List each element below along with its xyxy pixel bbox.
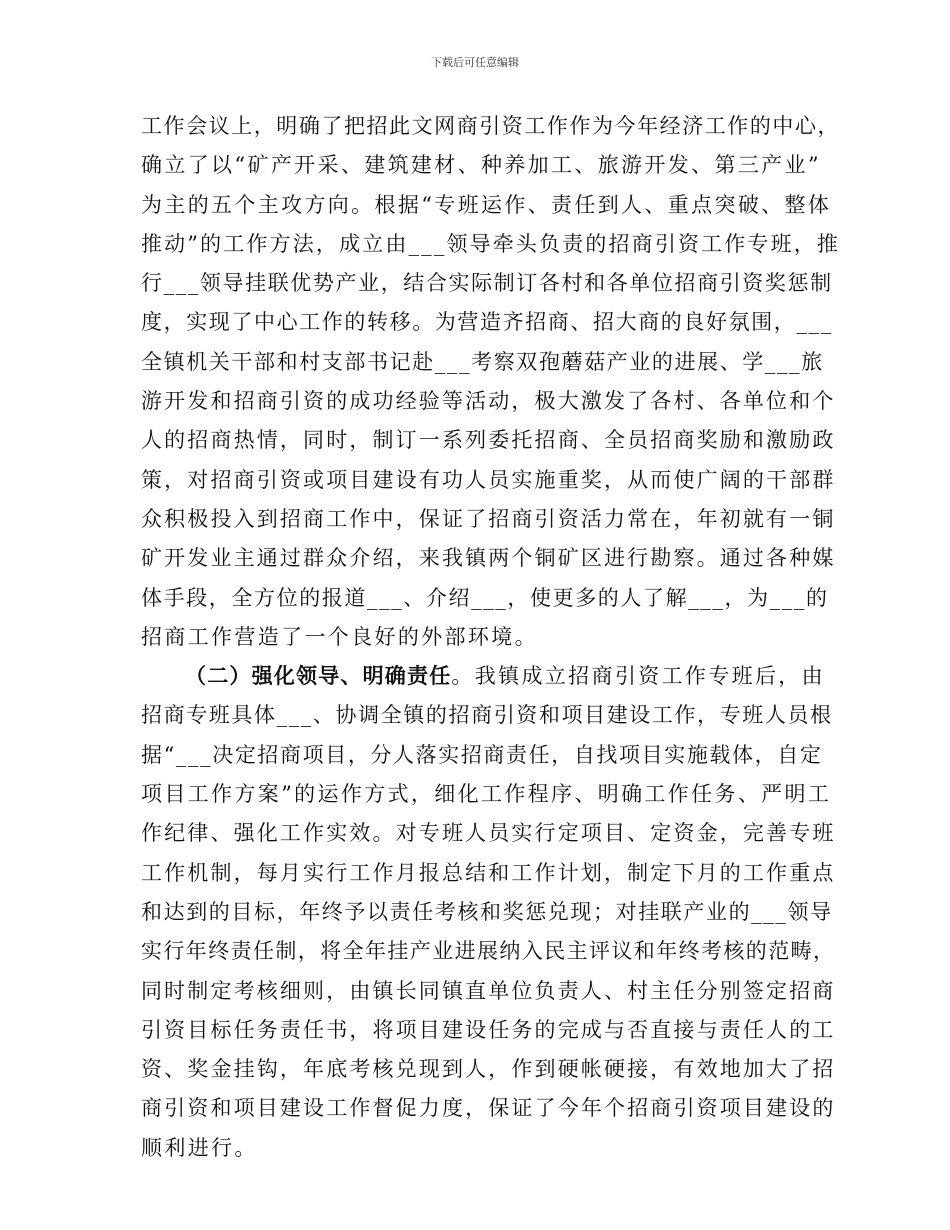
text-line: 度，实现了中心工作的转移。为营造齐招商、招大商的良好氛围，___	[141, 310, 833, 335]
text-line: 众积极投入到招商工作中，保证了招商引资活力常在，年初就有一铜	[141, 506, 836, 531]
text-line: 和达到的目标，年终予以责任考核和奖惩兑现；对挂联产业的___领导	[141, 899, 833, 924]
text-line: 顺利进行。	[141, 1135, 258, 1160]
text-line: 项目工作方案”的运作方式，细化工作程序、明确工作任务、严明工	[141, 782, 832, 807]
text-line: 为主的五个主攻方向。根据“专班运作、责任到人、重点突破、整体	[141, 192, 832, 217]
text-line: 推动”的工作方法，成立由___领导牵头负责的招商引资工作专班，推	[141, 231, 841, 256]
text-line: 工作会议上，明确了把招此文网商引资工作作为今年经济工作的中心，	[141, 114, 841, 138]
section-heading: （二）强化领导、明确责任	[185, 664, 452, 689]
text-line: 引资目标任务责任书，将项目建设任务的完成与否直接与责任人的工	[141, 1017, 836, 1042]
document-body	[141, 107, 841, 1168]
text-line: 确立了以“矿产开采、建筑建材、种养加工、旅游开发、第三产业”	[141, 153, 821, 178]
text-line: 招商工作营造了一个良好的外部环境。	[141, 624, 538, 649]
text-line: 行___领导挂联优势产业，结合实际制订各村和各单位招商引资奖惩制	[141, 271, 833, 296]
text-line: 体手段，全方位的报道___、介绍___，使更多的人了解___，为___的	[141, 585, 829, 610]
text-line: 作纪律、强化工作实效。对专班人员实行定项目、定资金，完善专班	[141, 821, 836, 846]
text-line: 人的招商热情，同时，制订一系列委托招商、全员招商奖励和激励政	[141, 428, 836, 453]
text-line: 矿开发业主通过群众介绍，来我镇两个铜矿区进行勘察。通过各种媒	[141, 546, 836, 571]
text-line: 全镇机关干部和村支部书记赴___考察双孢蘑菇产业的进展、学___旅	[141, 349, 824, 374]
text-line: 资、奖金挂钩，年底考核兑现到人，作到硬帐硬接，有效地加大了招	[141, 1057, 836, 1082]
text-line: 工作机制，每月实行工作月报总结和工作计划，制定下月的工作重点	[141, 860, 836, 885]
text-line: 招商专班具体___、协调全镇的招商引资和项目建设工作，专班人员根	[141, 703, 833, 728]
text-line: 实行年终责任制，将全年挂产业进展纳入民主评议和年终考核的范畴，	[141, 939, 836, 964]
heading-line-rest: 。我镇成立招商引资工作专班后，由	[451, 664, 826, 689]
text-line: 游开发和招商引资的成功经验等活动，极大激发了各村、各单位和个	[141, 389, 836, 414]
text-line: 商引资和项目建设工作督促力度，保证了今年个招商引资项目建设的	[141, 1096, 836, 1121]
page-header: 下载后可任意编辑	[431, 56, 519, 69]
text-line: 同时制定考核细则，由镇长同镇直单位负责人、村主任分别签定招商	[141, 978, 836, 1003]
paragraph-first-line	[141, 657, 831, 696]
paragraph-2	[141, 657, 836, 1168]
text-line: 策，对招商引资或项目建设有功人员实施重奖，从而使广阔的干部群	[141, 467, 836, 492]
paragraph-1	[141, 107, 841, 657]
text-line: 据“___决定招商项目，分人落实招商责任，自找项目实施载体，自定	[141, 742, 823, 767]
